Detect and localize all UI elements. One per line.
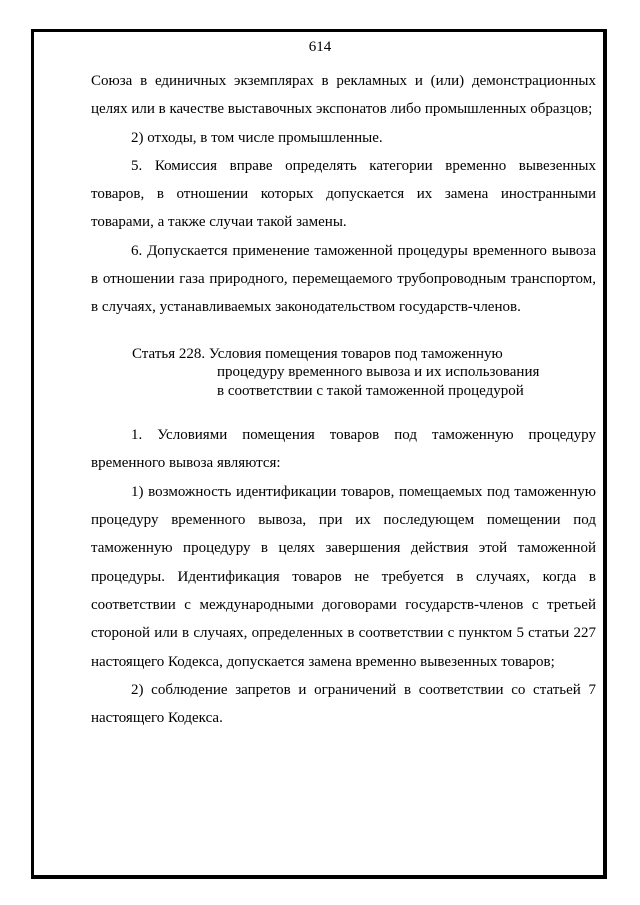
paragraph-point-5: 5. Комиссия вправе определять категории временно вывезенных товаров, в отношении которых допускается их замена иностранными товарами, а также случаи такой замены. — [91, 157, 596, 231]
paragraph-continuation: Союза в единичных экземплярах в рекламных и (или) демонстрационных целях или в качестве выставочных экспонатов либо промышленных образцов; — [91, 73, 596, 118]
article-title-line: Условия помещения товаров под таможенную — [208, 345, 503, 362]
article-heading — [91, 345, 596, 401]
article-title — [209, 345, 503, 364]
article-title-line: в соответствии с такой таможенной процедурой — [217, 382, 524, 399]
paragraph-item-2-waste: 2) отходы, в том числе промышленные. — [131, 129, 383, 146]
document-body — [91, 67, 596, 732]
article-title-line: процедуру временного вывоза и их использования — [217, 364, 540, 381]
paragraph-subitem-2: 2) соблюдение запретов и ограничений в соответствии со статьей 7 настоящего Кодекса. — [91, 681, 596, 727]
paragraph-subitem-1: 1) возможность идентификации товаров, помещаемых под таможенную процедуру временного вывоза, при их последующем помещении под таможенную процедуру в целях завершения действия этой таможенной процедуры. Идентификация товаров не требуется в случаях, когда в соответствии с международными договорами государств-членов с третьей стороной или в случаях, определенных в соответствии с пунктом 5 статьи 227 настоящего Кодекса, допускается замена временно вывезенных товаров; — [91, 483, 596, 670]
article-title-continuation — [217, 363, 596, 400]
paragraph-point-1: 1. Условиями помещения товаров под таможенную процедуру временного вывоза являются: — [91, 427, 596, 472]
article-number: Статья 228. — [132, 345, 209, 362]
paragraph-point-6: 6. Допускается применение таможенной процедуры временного вывоза в отношении газа природного, перемещаемого трубопроводным транспортом, в случаях, устанавливаемых законодательством государств-членов. — [91, 242, 596, 316]
page-number: 614 — [308, 39, 332, 55]
